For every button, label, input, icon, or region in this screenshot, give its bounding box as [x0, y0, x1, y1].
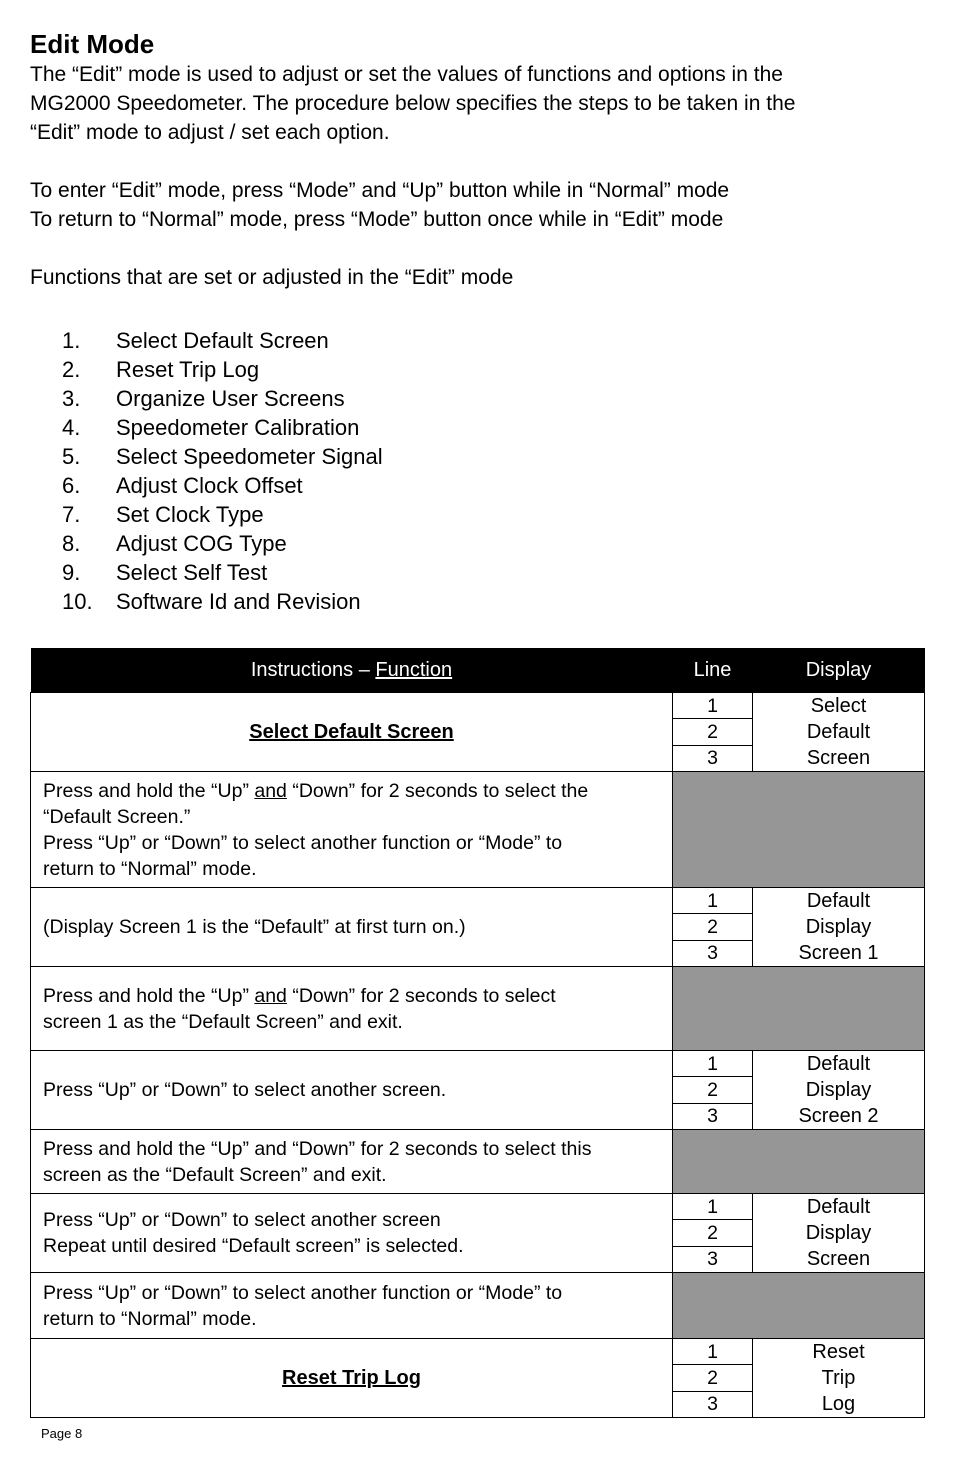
return-mode-line: To return to “Normal” mode, press “Mode” button once while in “Edit” mode [30, 208, 724, 231]
table-header-row [31, 648, 925, 693]
header-instructions: Instructions – Function [31, 648, 673, 693]
instruction-cell: Press and hold the “Up” and “Down” for 2 seconds to select the “Default Screen.” Press “Up” or “Down” to select another function or “Mode” to return to “Normal” mode. [31, 772, 673, 888]
table-row [31, 888, 925, 914]
functions-list [62, 326, 383, 616]
list-item: 10. Software Id and Revision [62, 589, 361, 614]
header-display: Display [753, 648, 925, 693]
instruction-cell: Press and hold the “Up” and “Down” for 2 seconds to select this screen as the “Default Screen” and exit. [31, 1130, 673, 1194]
line-number: 2 [673, 1220, 753, 1246]
list-item: 2. Reset Trip Log [62, 357, 260, 382]
instruction-cell: Press “Up” or “Down” to select another screen Repeat until desired “Default screen” is selected. [31, 1194, 673, 1273]
list-item: 7. Set Clock Type [62, 502, 264, 527]
function-title-reset-trip-log: Reset Trip Log [31, 1339, 673, 1418]
line-number: 1 [673, 1339, 753, 1365]
display-cell: Default Display Screen [753, 1194, 925, 1273]
enter-mode-line: To enter “Edit” mode, press “Mode” and “Up” button while in “Normal” mode [30, 179, 730, 202]
display-cell: Default Display Screen 2 [753, 1051, 925, 1130]
instruction-cell: Press and hold the “Up” and “Down” for 2 seconds to select screen 1 as the “Default Screen” and exit. [31, 967, 673, 1051]
line-number: 1 [673, 693, 753, 719]
list-item: 3. Organize User Screens [62, 386, 345, 411]
line-number: 3 [673, 745, 753, 771]
display-cell: Reset Trip Log [753, 1339, 925, 1418]
list-item: 6. Adjust Clock Offset [62, 473, 303, 498]
intro-line-1: The “Edit” mode is used to adjust or set the values of functions and options in the [30, 63, 783, 86]
line-number: 1 [673, 1051, 753, 1077]
list-item: 5. Select Speedometer Signal [62, 444, 383, 469]
page-number: Page 8 [41, 1426, 83, 1441]
list-item: 1. Select Default Screen [62, 328, 329, 353]
line-number: 1 [673, 1194, 753, 1220]
display-cell: Select Default Screen [753, 693, 925, 772]
line-number: 2 [673, 719, 753, 745]
line-number: 3 [673, 940, 753, 966]
intro-line-3: “Edit” mode to adjust / set each option. [30, 121, 390, 144]
list-item: 8. Adjust COG Type [62, 531, 287, 556]
display-cell: Default Display Screen 1 [753, 888, 925, 967]
line-number: 3 [673, 1103, 753, 1129]
line-number: 2 [673, 914, 753, 940]
list-item: 9. Select Self Test [62, 560, 268, 585]
intro-line-2: MG2000 Speedometer. The procedure below specifies the steps to be taken in the [30, 92, 796, 115]
grey-cell [673, 1130, 925, 1194]
page-title: Edit Mode [30, 29, 155, 59]
grey-cell [673, 772, 925, 888]
table-row [31, 772, 925, 888]
header-line: Line [673, 648, 753, 693]
line-number: 3 [673, 1246, 753, 1272]
instruction-cell: (Display Screen 1 is the “Default” at first turn on.) [31, 888, 673, 967]
table-row [31, 1130, 925, 1194]
instruction-cell: Press “Up” or “Down” to select another function or “Mode” to return to “Normal” mode. [31, 1273, 673, 1339]
table-row [31, 967, 925, 1051]
table-row [31, 693, 925, 719]
page-content [30, 28, 924, 1416]
line-number: 2 [673, 1365, 753, 1391]
list-item: 4. Speedometer Calibration [62, 415, 360, 440]
instruction-cell: Press “Up” or “Down” to select another screen. [31, 1051, 673, 1130]
table-row [31, 1339, 925, 1365]
table-row [31, 1194, 925, 1220]
grey-cell [673, 1273, 925, 1339]
functions-intro: Functions that are set or adjusted in the “Edit” mode [30, 266, 514, 289]
table-row [31, 1051, 925, 1077]
line-number: 2 [673, 1077, 753, 1103]
table-row [31, 1273, 925, 1339]
function-title-select-default-screen: Select Default Screen [31, 693, 673, 772]
grey-cell [673, 967, 925, 1051]
instructions-table [30, 648, 925, 1418]
line-number: 3 [673, 1391, 753, 1417]
line-number: 1 [673, 888, 753, 914]
